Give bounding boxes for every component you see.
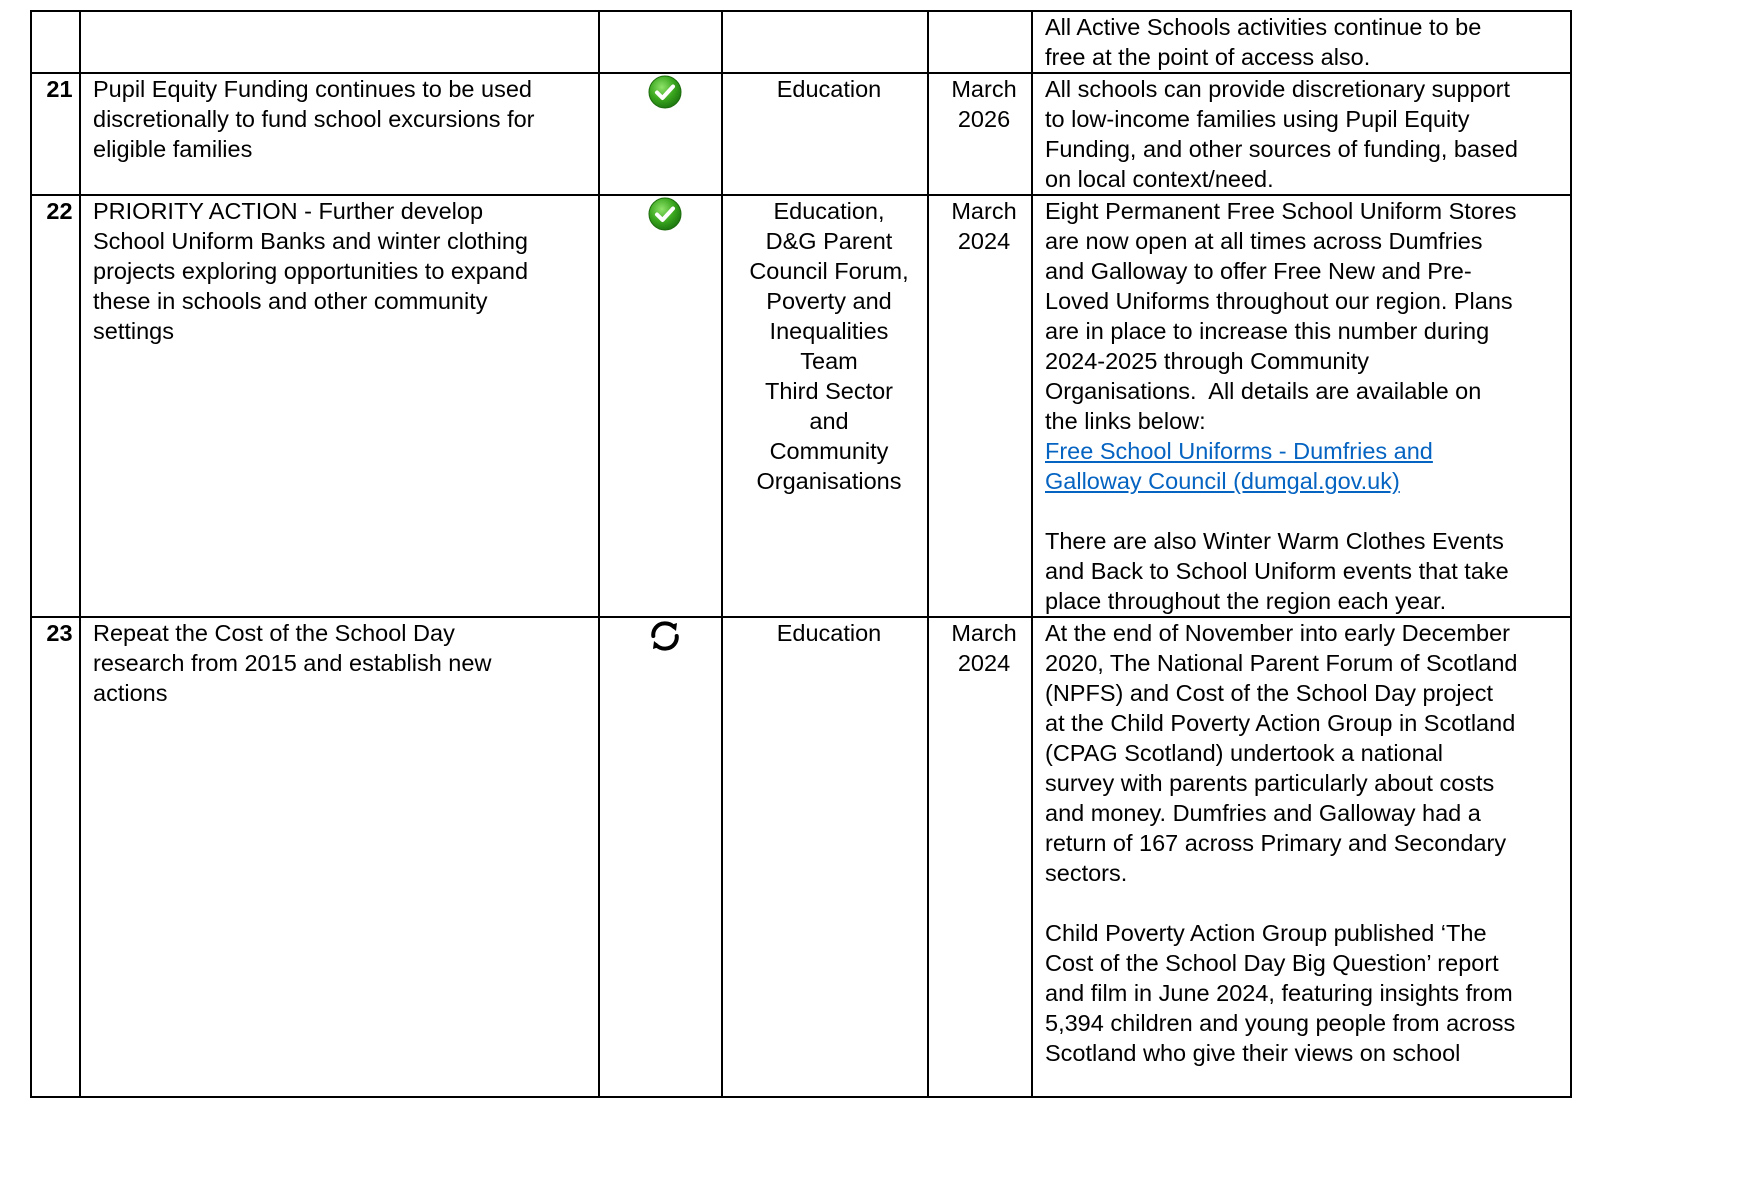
lead-line: Council Forum,: [749, 258, 909, 284]
action-line: eligible families: [93, 136, 253, 162]
lead-line: Education,: [773, 198, 885, 224]
lead-line: Inequalities: [769, 318, 889, 344]
update-line: Loved Uniforms throughout our region. Plans: [1045, 288, 1513, 314]
update-line: Cost of the School Day Big Question’ report: [1045, 950, 1499, 976]
update-line: Organisations. All details are available on: [1045, 378, 1482, 404]
action-line: School Uniform Banks and winter clothing: [93, 228, 528, 254]
action-plan-table: [30, 10, 1572, 1098]
date-year: 2024: [957, 228, 1011, 254]
action-line: projects exploring opportunities to expand: [93, 258, 529, 284]
lead-line: Poverty and: [766, 288, 892, 314]
paragraph-gap: [1045, 496, 1566, 526]
progress-update-cell: [1032, 11, 1571, 73]
update-line: Scotland who give their views on school: [1045, 1040, 1461, 1066]
table-row: [31, 617, 1571, 1097]
update-line: Eight Permanent Free School Uniform Stores: [1045, 198, 1517, 224]
action-line: these in schools and other community: [93, 288, 488, 314]
date-month: March: [951, 620, 1017, 646]
table-row: [31, 195, 1571, 617]
update-line: to low-income families using Pupil Equity: [1045, 106, 1470, 132]
lead-line: Education: [776, 76, 882, 102]
date-cell: [928, 195, 1032, 617]
action-cell: [80, 617, 599, 1097]
update-line: are now open at all times across Dumfries: [1045, 228, 1483, 254]
status-cell: [599, 195, 722, 617]
date-year: 2024: [957, 650, 1011, 676]
update-line: and Back to School Uniform events that take: [1045, 558, 1509, 584]
update-line: (NPFS) and Cost of the School Day project: [1045, 680, 1494, 706]
action-cell: [80, 11, 599, 73]
lead-cell: [722, 195, 928, 617]
date-year: 2026: [957, 106, 1011, 132]
action-line: PRIORITY ACTION - Further develop: [93, 198, 484, 224]
progress-update-cell: [1032, 73, 1571, 195]
row-number: 23: [31, 617, 80, 1097]
date-cell: [928, 617, 1032, 1097]
update-line: 2020, The National Parent Forum of Scotland: [1045, 650, 1518, 676]
green-check-icon: [647, 74, 683, 110]
date-cell: [928, 11, 1032, 73]
progress-update-cell: [1032, 617, 1571, 1097]
date-month: March: [951, 198, 1017, 224]
lead-line: Third Sector: [765, 378, 893, 404]
action-line: Pupil Equity Funding continues to be used: [93, 76, 532, 102]
lead-line: Organisations: [756, 468, 902, 494]
update-line: the links below:: [1045, 408, 1206, 434]
table-row: [31, 11, 1571, 73]
lead-cell: [722, 11, 928, 73]
progress-update-cell: [1032, 195, 1571, 617]
update-line: place throughout the region each year.: [1045, 588, 1447, 614]
lead-line: Education: [776, 620, 882, 646]
lead-line: Team: [800, 348, 858, 374]
update-line: are in place to increase this number during: [1045, 318, 1490, 344]
status-cell: [599, 73, 722, 195]
lead-cell: [722, 617, 928, 1097]
row-number: [31, 11, 80, 73]
row-number: 22: [31, 195, 80, 617]
update-line: Funding, and other sources of funding, based: [1045, 136, 1518, 162]
update-line: All Active Schools activities continue to be: [1045, 14, 1482, 40]
update-line: at the Child Poverty Action Group in Scotland: [1045, 710, 1516, 736]
update-line: 2024-2025 through Community: [1045, 348, 1369, 374]
update-line: and Galloway to offer Free New and Pre-: [1045, 258, 1472, 284]
update-line: At the end of November into early December: [1045, 620, 1511, 646]
action-cell: [80, 73, 599, 195]
update-line: return of 167 across Primary and Secondary: [1045, 830, 1507, 856]
green-check-icon: [647, 196, 683, 232]
action-line: settings: [93, 318, 174, 344]
update-line: and film in June 2024, featuring insights from: [1045, 980, 1513, 1006]
lead-line: and: [809, 408, 849, 434]
free-school-uniforms-link[interactable]: Galloway Council (dumgal.gov.uk): [1045, 468, 1400, 494]
update-line: sectors.: [1045, 860, 1128, 886]
date-month: March: [951, 76, 1017, 102]
refresh-arrows-icon: [647, 618, 683, 654]
status-cell: [599, 617, 722, 1097]
status-cell: [599, 11, 722, 73]
action-cell: [80, 195, 599, 617]
free-school-uniforms-link[interactable]: Free School Uniforms - Dumfries and: [1045, 438, 1433, 464]
update-line: survey with parents particularly about costs: [1045, 770, 1495, 796]
row-number: 21: [31, 73, 80, 195]
action-line: Repeat the Cost of the School Day: [93, 620, 455, 646]
update-line: All schools can provide discretionary support: [1045, 76, 1511, 102]
lead-line: Community: [769, 438, 889, 464]
update-line: 5,394 children and young people from across: [1045, 1010, 1516, 1036]
update-line: There are also Winter Warm Clothes Events: [1045, 528, 1504, 554]
lead-cell: [722, 73, 928, 195]
action-line: research from 2015 and establish new: [93, 650, 492, 676]
update-line: and money. Dumfries and Galloway had a: [1045, 800, 1481, 826]
action-line: discretionally to fund school excursions for: [93, 106, 535, 132]
date-cell: [928, 73, 1032, 195]
update-line: (CPAG Scotland) undertook a national: [1045, 740, 1443, 766]
lead-line: D&G Parent: [765, 228, 893, 254]
update-line: Child Poverty Action Group published ‘The: [1045, 920, 1487, 946]
action-line: actions: [93, 680, 168, 706]
paragraph-gap: [1045, 888, 1566, 918]
update-line: free at the point of access also.: [1045, 44, 1371, 70]
update-line: on local context/need.: [1045, 166, 1274, 192]
table-row: [31, 73, 1571, 195]
